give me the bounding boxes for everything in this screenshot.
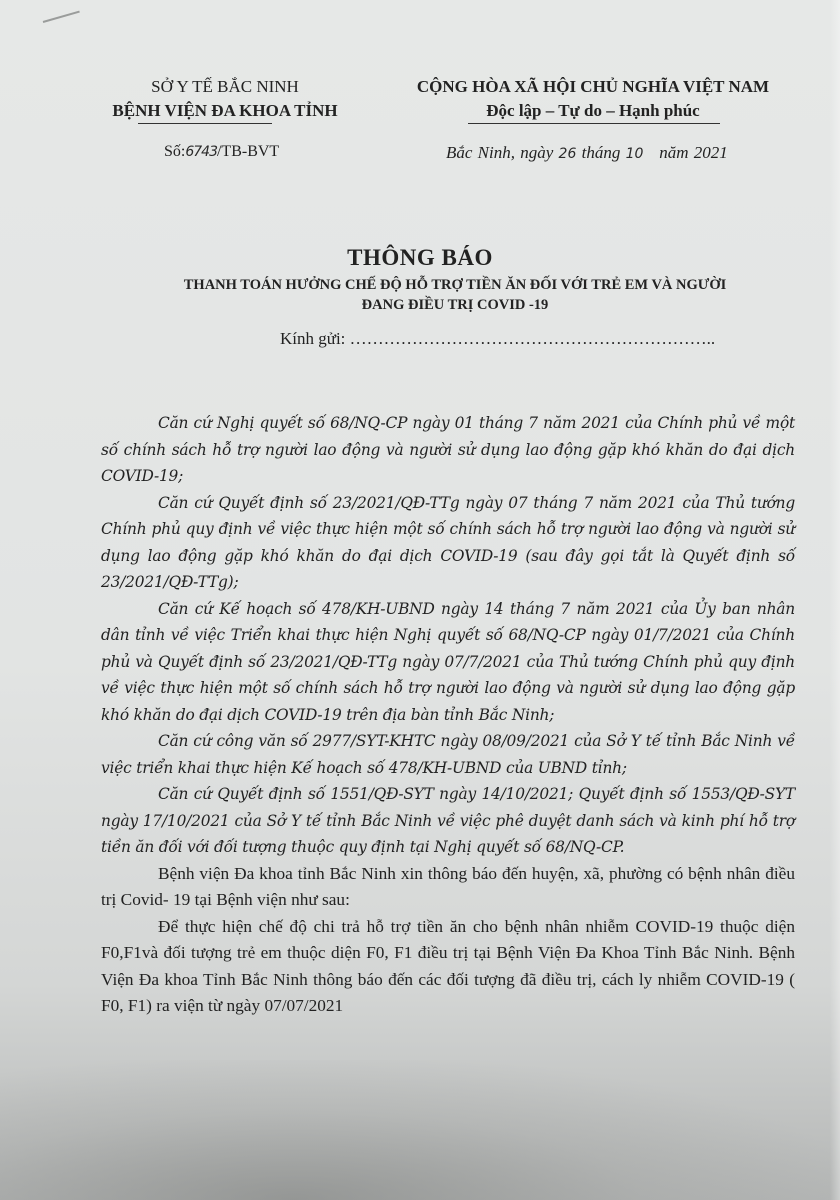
photo-shadow	[0, 1060, 840, 1200]
document-body	[101, 410, 795, 1020]
legal-basis-paragraph: Căn cứ Kế hoạch số 478/KH-UBND ngày 14 tháng 7 năm 2021 của Ủy ban nhân dân tỉnh về việc Triển khai thực hiện Nghị quyết số 68/NQ-CP ngày 01/7/2021 của Chính phủ và Quyết định số 23/2021/QĐ-TTg ngày 07/7/2021 của Thủ tướng Chính phủ quy định về việc thực hiện một số chính sách hỗ trợ người lao động và người sử dụng lao động gặp khó khăn do đại dịch COVID-19 trên địa bàn tỉnh Bắc Ninh;	[101, 599, 795, 724]
national-motto	[384, 75, 802, 123]
recipient-blank: ………………………………………………………..	[349, 329, 716, 348]
recipient-line	[280, 329, 715, 349]
place-and-date	[446, 143, 728, 163]
motto-underline	[468, 123, 720, 124]
subtitle-line-2: ĐANG ĐIỀU TRỊ COVID -19	[361, 297, 549, 313]
date-month-label: tháng	[581, 143, 621, 162]
body-paragraph: Bệnh viện Đa khoa tỉnh Bắc Ninh xin thông báo đến huyện, xã, phường có bệnh nhân điều trị Covid- 19 tại Bệnh viện như sau:	[101, 863, 795, 909]
date-prefix: Bắc Ninh, ngày	[446, 143, 554, 162]
legal-basis-paragraph: Căn cứ Quyết định số 23/2021/QĐ-TTg ngày 07 tháng 7 năm 2021 của Thủ tướng Chính phủ quy định về việc thực hiện một số chính sách hỗ trợ người lao động và người sử dụng lao động gặp khó khăn do đại dịch COVID-19 (sau đây gọi tắt là Quyết định số 23/2021/QĐ-TTg);	[101, 493, 795, 591]
agency-name: BỆNH VIỆN ĐA KHOA TỈNH	[112, 101, 338, 120]
document-number	[164, 143, 279, 161]
body-paragraph: Để thực hiện chế độ chi trả hỗ trợ tiền ăn cho bệnh nhân nhiễm COVID-19 thuộc diện F0,F1và đối tượng trẻ em thuộc diện F0, F1 điều trị tại Bệnh Viện Đa Khoa Tỉnh Bắc Ninh. Bệnh Viện Đa khoa Tỉnh Bắc Ninh thông báo đến các đối tượng đã điều trị, cách ly nhiễm COVID-19 ( F0, F1) ra viện từ ngày 07/07/2021	[101, 916, 795, 1015]
scan-mark	[43, 11, 80, 23]
agency-parent: SỞ Y TẾ BẮC NINH	[151, 77, 299, 96]
legal-basis-paragraph: Căn cứ Quyết định số 1551/QĐ-SYT ngày 14/10/2021; Quyết định số 1553/QĐ-SYT ngày 17/10/2021 của Sở Y tế tỉnh Bắc Ninh về việc phê duyệt danh sách và kinh phí hỗ trợ tiền ăn đối với đối tượng thuộc quy định tại Nghị quyết số 68/NQ-CP.	[101, 785, 795, 856]
legal-basis-paragraph: Căn cứ công văn số 2977/SYT-KHTC ngày 08/09/2021 của Sở Y tế tỉnh Bắc Ninh về việc triển khai thực hiện Kế hoạch số 478/KH-UBND của UBND tỉnh;	[101, 732, 795, 777]
subtitle-line-1: THANH TOÁN HƯỞNG CHẾ ĐỘ HỖ TRỢ TIỀN ĂN ĐỐI VỚI TRẺ EM VÀ NGƯỜI	[183, 277, 727, 293]
motto: Độc lập – Tự do – Hạnh phúc	[486, 101, 700, 120]
date-day: 26	[558, 146, 577, 162]
country-name: CỘNG HÒA XÃ HỘI CHỦ NGHĨA VIỆT NAM	[416, 77, 770, 96]
page-edge	[830, 0, 840, 1200]
doc-number-prefix: Số:	[164, 143, 186, 160]
doc-number-suffix: /TB-BVT	[216, 143, 280, 160]
document-subtitle	[110, 275, 800, 315]
doc-number-handwritten: 6743	[185, 144, 217, 160]
date-year: năm 2021	[659, 143, 728, 162]
issuing-agency	[105, 75, 345, 123]
agency-underline	[138, 123, 272, 124]
legal-basis-paragraph: Căn cứ Nghị quyết số 68/NQ-CP ngày 01 tháng 7 năm 2021 của Chính phủ về một số chính sách hỗ trợ người lao động và người sử dụng lao động gặp khó khăn do đại dịch COVID-19;	[101, 414, 795, 485]
date-month: 10	[625, 146, 644, 162]
recipient-label: Kính gửi:	[280, 329, 346, 348]
document-title: THÔNG BÁO	[347, 245, 493, 270]
